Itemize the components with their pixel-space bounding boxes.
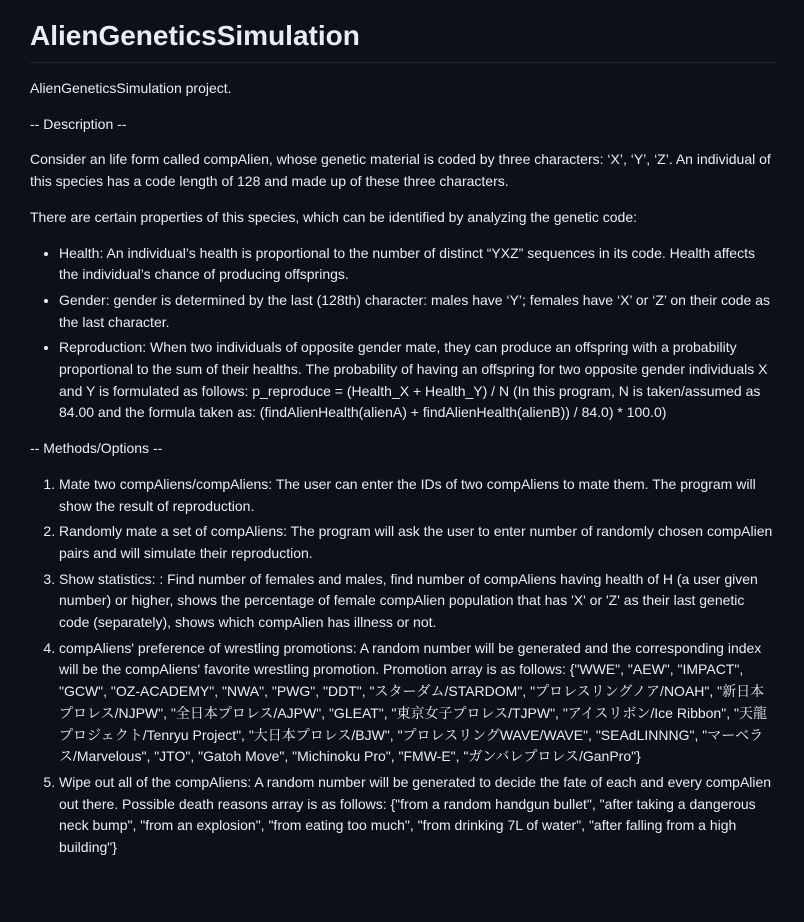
method-mate-two: 1. Mate two compAliens/compAliens: The user can enter the IDs of two compAliens to mate them. The program will show the result of reproduction. [59,474,776,517]
method-wrestling-promotions: 4. compAliens' preference of wrestling promotions: A random number will be generated and the corresponding index will be the compAliens' favorite wrestling promotion. Promotion array is as follows: {"WWE", "AEW", "IMPACT", "GCW", "OZ-ACADEMY", "NWA", "PWG", "DDT", "スターダム/STARDOM", "プロレスリングノア/NOAH", "新日本プロレス/NJPW", "全日本プロレス/AJPW", "GLEAT", "東京女子プロレス/TJPW", "アイスリボン/Ice Ribbon", "天龍プロジェクト/Tenryu Project", "大日本プロレス/BJW", "プロレスリングWAVE/WAVE", "SEAdLINNNG", "マーベラス/Marvelous", "JTO", "Gatoh Move", "Michinoku Pro", "FMW-E", "ガンバレプロレス/GanPro"} [59,638,776,768]
description-paragraph: Consider an life form called compAlien, whose genetic material is coded by three characters: ‘X’, ‘Y’, ‘Z’. An individual of this species has a code length of 128 and made up of these three characters. [30,151,771,190]
method-random-mate: 2. Randomly mate a set of compAliens: The program will ask the user to enter number of randomly chosen compAlien pairs and will simulate their reproduction. [59,521,776,564]
intro-paragraph: AlienGeneticsSimulation project. [30,80,232,96]
properties-list [30,243,776,425]
method-wipe-out: 5. Wipe out all of the compAliens: A random number will be generated to decide the fate of each and every compAlien out there. Possible death reasons array is as follows: {"from a random handgun bullet", "after taking a dangerous neck bump", "from an explosion", "from eating too much", "from drinking 7L of water", "after falling from a high building"} [59,772,776,859]
method-statistics: 3. Show statistics: : Find number of females and males, find number of compAliens having health of H (a user given number) or higher, shows the percentage of female compAlien population that has 'X' or 'Z' as their last genetic code (separately), shows which compAlien has illness or not. [59,569,776,634]
property-gender: • Gender: gender is determined by the last (128th) character: males have ‘Y’; females have ‘X’ or ‘Z’ on their code as the last character. [59,290,776,333]
property-health: • Health: An individual’s health is proportional to the number of distinct “YXZ” sequences in its code. Health affects the individual’s chance of producing offsprings. [59,243,776,286]
methods-heading: -- Methods/Options -- [30,440,163,457]
methods-list [30,474,776,859]
readme-title: AlienGeneticsSimulation [30,14,776,63]
property-reproduction: • Reproduction: When two individuals of opposite gender mate, they can produce an offspring with a probability proportional to the sum of their healths. The probability of having an offspring for two opposite gender individuals X and Y is formulated as follows: p_reproduce = (Health_X + Health_Y) / N (In this program, N is taken/assumed as 84.00 and the formula taken as: (findAlienHealth(alienA) + findAlienHealth(alienB)) / 84.0) * 100.0) [59,337,776,424]
description-heading: -- Description -- [30,115,127,132]
properties-intro-paragraph: There are certain properties of this species, which can be identified by analyzing the genetic code: [30,208,638,225]
